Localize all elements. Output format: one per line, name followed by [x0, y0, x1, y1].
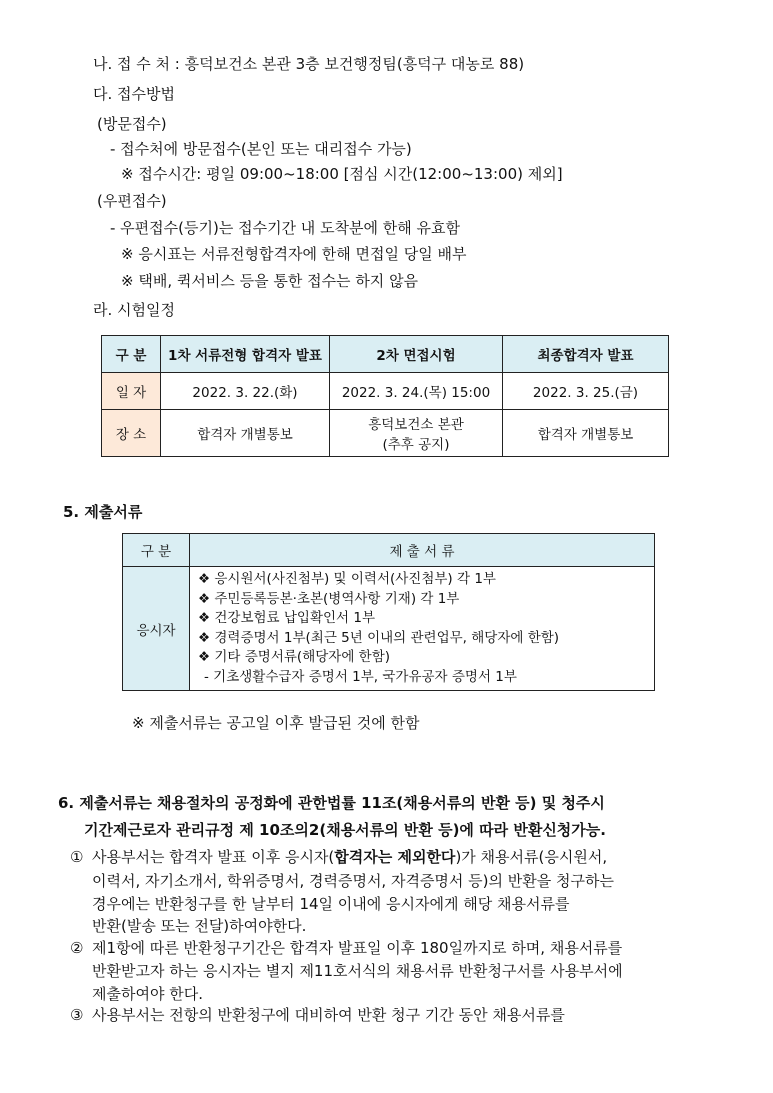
documents-header-list: 제 출 서 류	[190, 534, 655, 567]
reception-place: 나. 접 수 처 : 흥덕보건소 본관 3층 보건행정팀(흥덕구 대농로 88)	[93, 55, 525, 73]
section6-line1: 6. 제출서류는 채용절차의 공정화에 관한법률 11조(채용서류의 반환 등) 및 청주시	[58, 794, 605, 812]
section5-title: 5. 제출서류	[63, 503, 143, 521]
schedule-place-second	[330, 410, 503, 457]
documents-header-category: 구 분	[123, 534, 190, 567]
item1-emphasis: 합격자는 제외한다	[334, 848, 456, 866]
mail-reception-heading: (우편접수)	[97, 192, 167, 210]
section6-item1-line3: 경우에는 반환청구를 한 날부터 14일 이내에 응시자에게 해당 채용서류를	[92, 895, 570, 913]
exam-schedule-heading: 라. 시험일정	[93, 301, 175, 319]
reception-method-heading: 다. 접수방법	[93, 85, 175, 103]
schedule-header-category: 구 분	[102, 336, 161, 373]
visit-reception-item: - 접수처에 방문접수(본인 또는 대리접수 가능)	[110, 140, 412, 158]
section6-item2-line2: 반환받고자 하는 응시자는 별지 제11호서식의 채용서류 반환청구서를 사용부서에	[92, 962, 623, 980]
section6-item3-line1: ③ 사용부서는 전항의 반환청구에 대비하여 반환 청구 기간 동안 채용서류를	[70, 1006, 565, 1024]
mail-reception-item: - 우편접수(등기)는 접수기간 내 도착분에 한해 유효함	[110, 219, 461, 237]
exam-schedule-table	[101, 335, 669, 457]
schedule-date-final: 2022. 3. 25.(금)	[503, 373, 669, 410]
schedule-date-second: 2022. 3. 24.(목) 15:00	[330, 373, 503, 410]
schedule-header-first: 1차 서류전형 합격자 발표	[161, 336, 330, 373]
documents-note: ※ 제출서류는 공고일 이후 발급된 것에 한함	[132, 714, 420, 732]
schedule-header-second: 2차 면접시험	[330, 336, 503, 373]
visit-reception-heading: (방문접수)	[97, 115, 167, 133]
mail-reception-note-1: ※ 응시표는 서류전형합격자에 한해 면접일 당일 배부	[121, 245, 467, 263]
schedule-header-final: 최종합격자 발표	[503, 336, 669, 373]
item1-number: ①	[70, 848, 84, 866]
document-item: ❖ 기타 증명서류(해당자에 한함)	[198, 649, 391, 665]
document-subitem: - 기초생활수급자 증명서 1부, 국가유공자 증명서 1부	[204, 668, 517, 685]
document-item: ❖ 응시원서(사진첨부) 및 이력서(사진첨부) 각 1부	[198, 571, 496, 587]
documents-table	[122, 533, 655, 691]
schedule-place-first: 합격자 개별통보	[161, 410, 330, 457]
documents-list	[190, 567, 655, 691]
section6-line2: 기간제근로자 관리규정 제 10조의2(채용서류의 반환 등)에 따라 반환신청가능.	[84, 821, 606, 839]
visit-reception-note: ※ 접수시간: 평일 09:00~18:00 [점심 시간(12:00~13:00) 제외]	[121, 165, 563, 183]
section6-item1-line1: ① 사용부서는 합격자 발표 이후 응시자(합격자는 제외한다)가 채용서류(응시원서,	[70, 848, 608, 866]
document-item: ❖ 경력증명서 1부(최근 5년 이내의 관련업무, 해당자에 한함)	[198, 629, 560, 646]
documents-row-label: 응시자	[123, 567, 190, 691]
section6-item2-line1: ② 제1항에 따른 반환청구기간은 합격자 발표일 이후 180일까지로 하며, 채용서류를	[70, 939, 623, 957]
schedule-row-place-label: 장 소	[102, 410, 161, 457]
document-item: ❖ 주민등록등본·초본(병역사항 기재) 각 1부	[198, 590, 460, 607]
schedule-place-second-line1: 흥덕보건소 본관	[368, 417, 464, 433]
section6-item1-line2: 이력서, 자기소개서, 학위증명서, 경력증명서, 자격증명서 등)의 반환을 청구하는	[92, 872, 614, 890]
schedule-place-second-line2: (추후 공지)	[382, 437, 450, 453]
schedule-row-date-label: 일 자	[102, 373, 161, 410]
item3-number: ③	[70, 1006, 84, 1024]
schedule-date-first: 2022. 3. 22.(화)	[161, 373, 330, 410]
section6-item1-line4: 반환(발송 또는 전달)하여야한다.	[92, 917, 307, 935]
document-item: ❖ 건강보험료 납입확인서 1부	[198, 610, 376, 626]
mail-reception-note-2: ※ 택배, 퀵서비스 등을 통한 접수는 하지 않음	[121, 272, 419, 290]
schedule-place-final: 합격자 개별통보	[503, 410, 669, 457]
item2-number: ②	[70, 939, 84, 957]
section6-item2-line3: 제출하여야 한다.	[92, 985, 203, 1003]
